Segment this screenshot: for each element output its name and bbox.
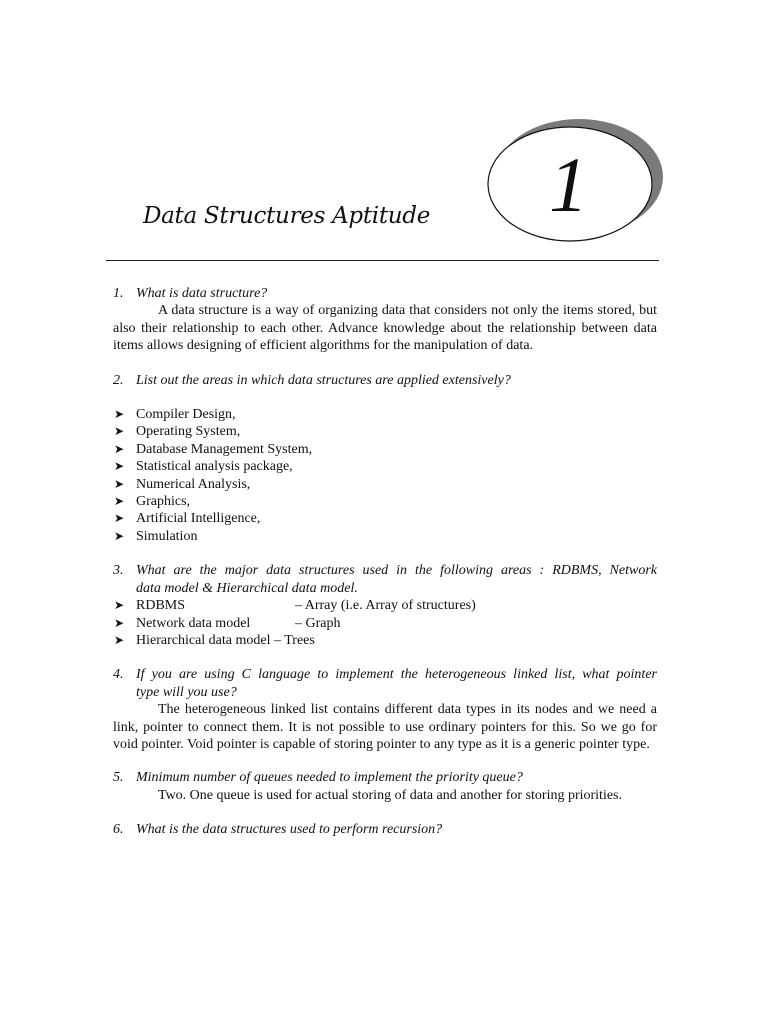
question-text-line-1: If you are using C language to implement the heterogeneous linked list, what pointer (136, 667, 657, 683)
term-value: – Array (i.e. Array of structures) (295, 598, 476, 614)
list-item: ➤ Artificial Intelligence, (114, 511, 261, 527)
header-divider (106, 260, 659, 261)
term: Hierarchical data model – Trees (136, 632, 315, 648)
arrowhead-bullet-icon: ➤ (114, 632, 125, 647)
chapter-badge (486, 115, 668, 249)
question-1 (113, 285, 657, 302)
question-text: List out the areas in which data structures are applied extensively? (136, 372, 511, 388)
arrowhead-bullet-icon: ➤ (114, 511, 125, 526)
question-number: 4. (113, 667, 124, 683)
question-text-line-2: data model & Hierarchical data model. (136, 580, 358, 596)
arrowhead-bullet-icon: ➤ (114, 407, 125, 422)
question-5 (113, 769, 657, 786)
chapter-title: Data Structures Aptitude (143, 203, 431, 229)
question-text: What is the data structures used to perform recursion? (136, 822, 443, 838)
answer-1: A data structure is a way of organizing data that considers not only the items stored, but also their relationship to each other. Advance knowledge about the relationship between data items allows designing of efficient algorithms for the manipulation of data. (113, 303, 657, 354)
question-6 (113, 821, 657, 838)
arrowhead-bullet-icon: ➤ (114, 476, 125, 491)
question-text-line-2: type will you use? (136, 684, 237, 700)
list-item: ➤ Compiler Design, (114, 407, 236, 423)
list-item (113, 615, 657, 632)
chapter-number: 1 (549, 141, 588, 228)
question-text: Minimum number of queues needed to implement the priority queue? (136, 770, 523, 786)
list-item (113, 632, 657, 649)
arrowhead-bullet-icon: ➤ (114, 615, 125, 630)
question-number: 3. (113, 563, 124, 579)
question-number: 6. (113, 822, 124, 838)
term-value: – Graph (295, 615, 341, 631)
list-item: ➤ Database Management System, (114, 441, 313, 457)
arrowhead-bullet-icon: ➤ (114, 598, 125, 613)
application-areas-list (113, 406, 657, 545)
question-3 (113, 562, 657, 597)
question-text: What is data structure? (136, 286, 268, 301)
answer-5: Two. One queue is used for actual storing of data and another for storing priorities. (158, 787, 623, 803)
arrowhead-bullet-icon: ➤ (114, 424, 125, 439)
question-number: 2. (113, 372, 124, 388)
term: Network data model (136, 615, 251, 631)
question-4 (113, 666, 657, 701)
content-body (113, 285, 657, 839)
list-item (113, 597, 657, 614)
question-2 (113, 372, 657, 389)
arrowhead-bullet-icon: ➤ (114, 441, 125, 456)
list-item: ➤ Simulation (114, 528, 198, 544)
question-number: 5. (113, 770, 124, 786)
list-item: ➤ Statistical analysis package, (114, 459, 293, 475)
question-text-line-1: What are the major data structures used in the following areas : RDBMS, Network (136, 563, 657, 579)
arrowhead-bullet-icon: ➤ (114, 528, 125, 543)
arrowhead-bullet-icon: ➤ (114, 459, 125, 474)
data-model-list (113, 597, 657, 649)
list-item: ➤ Graphics, (114, 494, 191, 510)
answer-4: The heterogeneous linked list contains different data types in its nodes and we need a link, pointer to connect them. It is not possible to use ordinary pointers for this. So we go for void pointer. Void pointer is capable of storing pointer to any type as it is a generic pointer type. (113, 702, 657, 752)
list-item: ➤ Numerical Analysis, (114, 476, 251, 492)
question-number: 1. (113, 286, 124, 301)
list-item: ➤ Operating System, (114, 424, 241, 440)
arrowhead-bullet-icon: ➤ (114, 494, 125, 509)
term: RDBMS (136, 598, 186, 614)
